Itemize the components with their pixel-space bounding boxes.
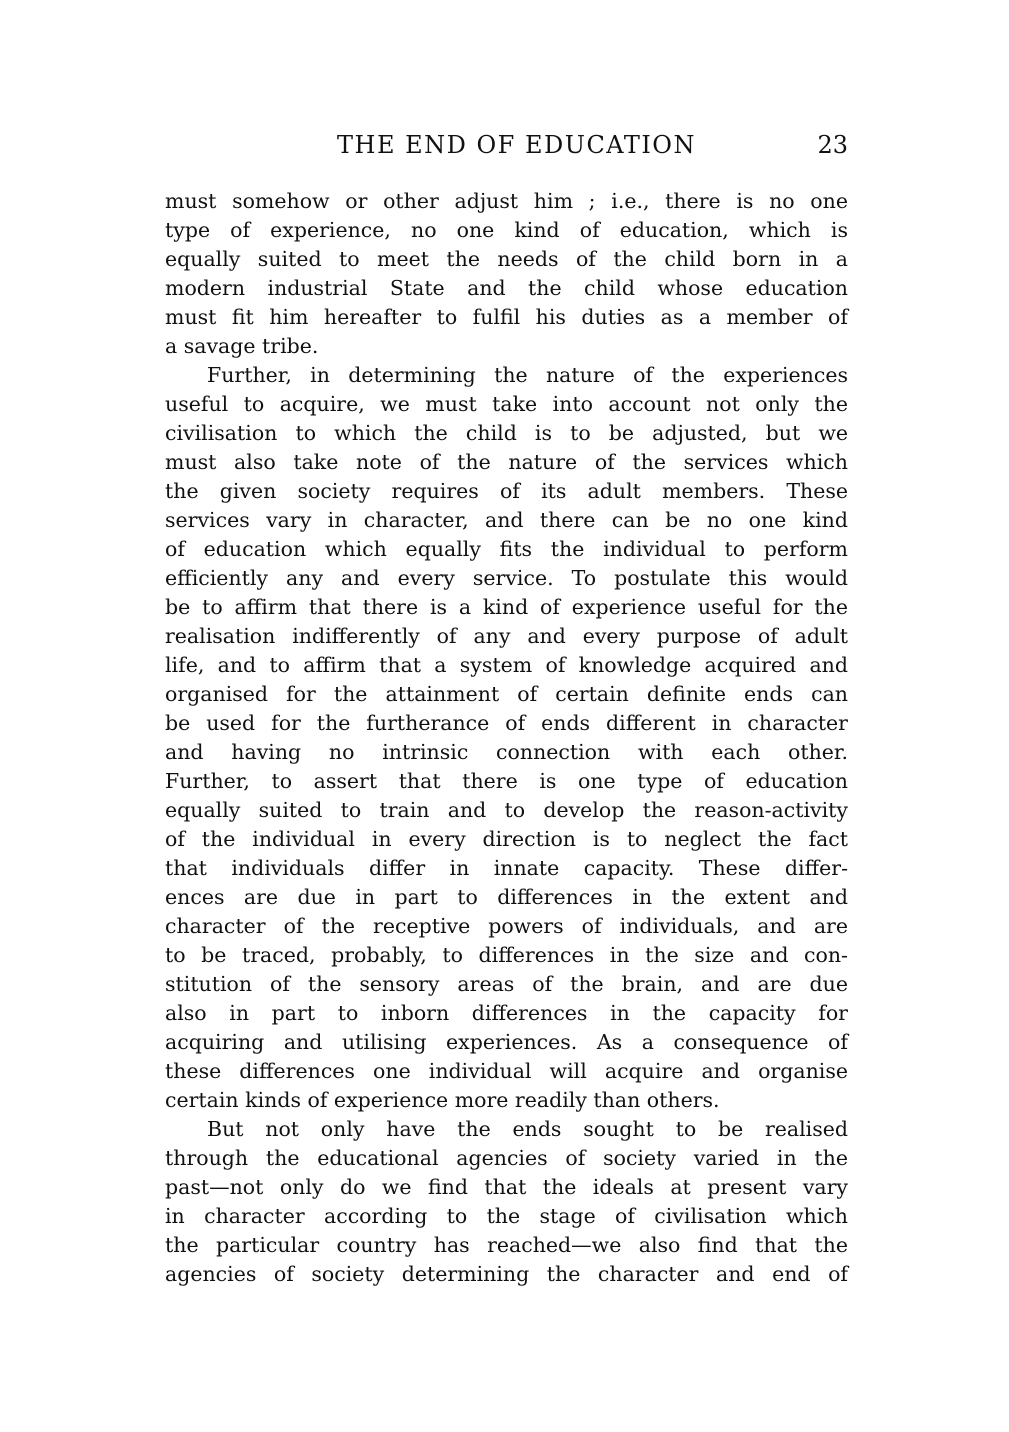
text-line: type of experience, no one kind of education, which is xyxy=(165,218,848,242)
text-line: Further, in determining the nature of the experiences xyxy=(207,363,848,387)
text-line: to be traced, probably, to differences in the size and con- xyxy=(165,943,848,967)
text-line: useful to acquire, we must take into account not only the xyxy=(165,392,848,416)
text-line: Further, to assert that there is one type of education xyxy=(165,769,848,793)
text-line: equally suited to meet the needs of the child born in a xyxy=(165,247,848,271)
text-line: certain kinds of experience more readily than others. xyxy=(165,1088,720,1112)
text-line: must also take note of the nature of the services which xyxy=(165,450,848,474)
text-line: and having no intrinsic connection with each other. xyxy=(165,740,848,764)
text-line: ences are due in part to differences in the extent and xyxy=(165,885,848,909)
paragraph xyxy=(165,187,848,361)
text-line: character of the receptive powers of individuals, and are xyxy=(165,914,848,938)
text-line: modern industrial State and the child whose education xyxy=(165,276,848,300)
text-line: must fit him hereafter to fulfil his duties as a member of xyxy=(165,305,848,329)
text-line: organised for the attainment of certain definite ends can xyxy=(165,682,848,706)
text-line: of the individual in every direction is to neglect the fact xyxy=(165,827,848,851)
text-line: through the educational agencies of society varied in the xyxy=(165,1146,848,1170)
text-line: civilisation to which the child is to be adjusted, but we xyxy=(165,421,848,445)
text-line: also in part to inborn differences in the capacity for xyxy=(165,1001,848,1025)
text-line: be to affirm that there is a kind of experience useful for the xyxy=(165,595,848,619)
running-head-title: THE END OF EDUCATION xyxy=(337,131,696,159)
paragraph xyxy=(165,361,848,1115)
text-line: stitution of the sensory areas of the brain, and are due xyxy=(165,972,848,996)
text-line: of education which equally fits the individual to perform xyxy=(165,537,848,561)
text-line: But not only have the ends sought to be realised xyxy=(207,1117,848,1141)
text-line: agencies of society determining the character and end of xyxy=(165,1262,848,1286)
text-line: be used for the furtherance of ends different in character xyxy=(165,711,848,735)
text-line: realisation indifferently of any and every purpose of adult xyxy=(165,624,848,648)
text-line: that individuals differ in innate capacity. These differ- xyxy=(165,856,848,880)
text-line: past—not only do we find that the ideals at present vary xyxy=(165,1175,848,1199)
text-line: the particular country has reached—we also find that the xyxy=(165,1233,848,1257)
page-number: 23 xyxy=(817,131,848,159)
running-head xyxy=(165,127,848,163)
text-line: these differences one individual will acquire and organise xyxy=(165,1059,848,1083)
text-line: a savage tribe. xyxy=(165,334,319,358)
text-line: must somehow or other adjust him ; i.e., there is no one xyxy=(165,189,848,213)
text-line: the given society requires of its adult members. These xyxy=(165,479,848,503)
paragraph xyxy=(165,1115,848,1289)
text-line: efficiently any and every service. To postulate this would xyxy=(165,566,848,590)
text-line: in character according to the stage of civilisation which xyxy=(165,1204,848,1228)
text-line: equally suited to train and to develop the reason-activity xyxy=(165,798,848,822)
text-line: acquiring and utilising experiences. As a consequence of xyxy=(165,1030,848,1054)
text-line: services vary in character, and there can be no one kind xyxy=(165,508,848,532)
text-line: life, and to affirm that a system of knowledge acquired and xyxy=(165,653,848,677)
body-text xyxy=(165,187,848,1289)
